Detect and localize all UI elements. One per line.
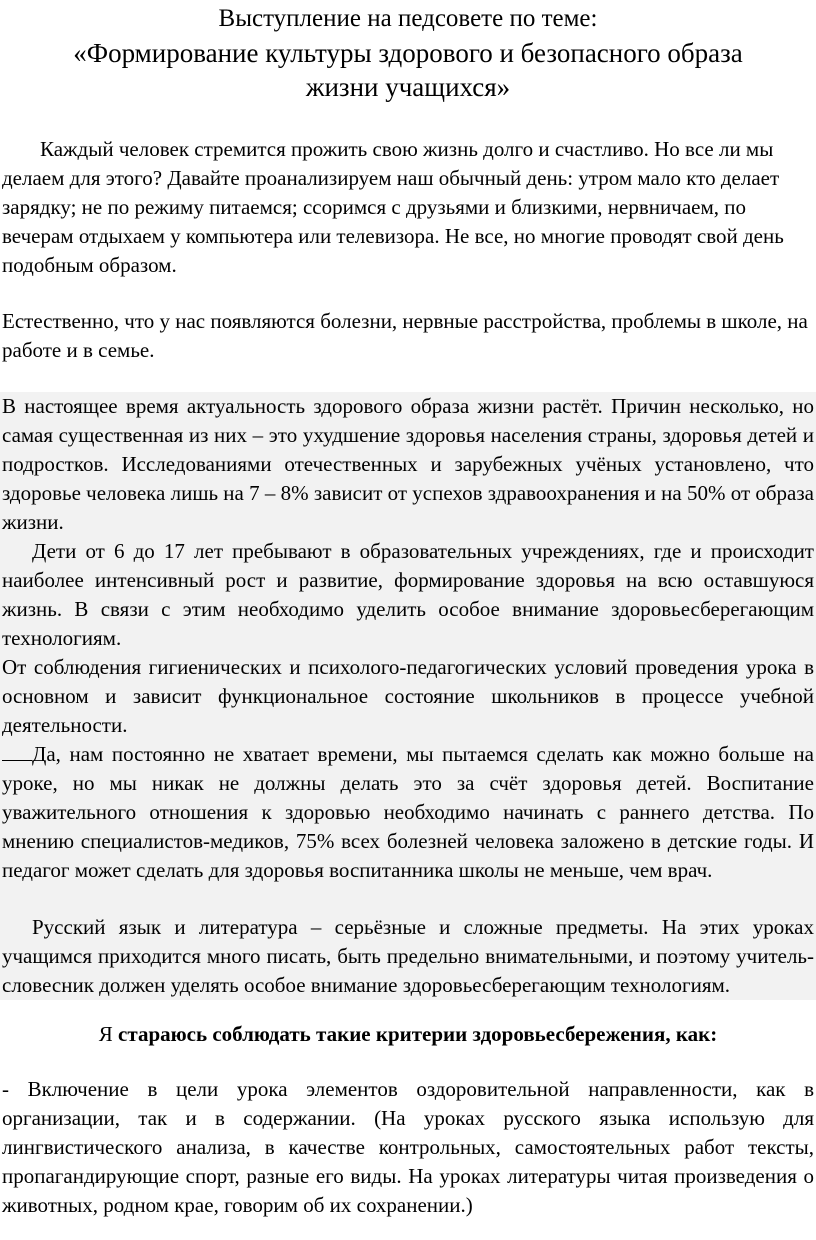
underscore-mark (2, 742, 32, 761)
blank-line (0, 1049, 816, 1075)
paragraph-time-text: Да, нам постоянно не хватает времени, мы пытаемся сделать как можно больше на уроке, но мы никак не должны делать это за счёт здоровья детей. Воспитание уважительного отношения к здоровью необходимо начинать с раннего детства. По мнению специалистов-медиков, 75% всех болезней человека заложено в детские годы. И педагог может сделать для здоровья воспитанника школы не меньше, чем врач. (2, 742, 814, 882)
criteria-heading-bold: стараюсь соблюдать такие критерии здоровьесбережения, как: (118, 1022, 718, 1046)
blank-line (0, 885, 816, 913)
title-line-1: Выступление на педсовете по теме: (218, 5, 598, 32)
list-item-1: - Включение в цели урока элементов оздоровительной направленности, как в организации, так и в содержании. (На уроках русского языка использую для лингвистического анализа, в качестве контрольных, самостоятельных работ тексты, пропагандирующие спорт, разные его виды. На уроках литературы читая произведения о животных, родном крае, говорим об их сохранении.) (2, 1077, 814, 1217)
blank-line (0, 1000, 816, 1020)
paragraph-children: Дети от 6 до 17 лет пребывают в образовательных учреждениях, где и происходит наиболее интенсивный рост и развитие, формирование здоровья на всю оставшуюся жизнь. В связи с этим необходимо уделить особое внимание здоровьесберегающим технологиям. (2, 539, 814, 650)
paragraph-relevance: В настоящее время актуальность здорового образа жизни растёт. Причин несколько, но самая существенная из них – это ухудшение здоровья населения страны, здоровья детей и подростков. Исследованиями отечественных и зарубежных учёных установлено, что здоровье человека лишь на 7 – 8% зависит от успехов здравоохранения и на 50% от образа жизни. (2, 394, 814, 534)
paragraph-consequences: Естественно, что у нас появляются болезни, нервные расстройства, проблемы в школе, на работе и в семье. (2, 309, 808, 362)
criteria-heading-prefix: Я (98, 1022, 119, 1046)
paragraph-intro: Каждый человек стремится прожить свою жизнь долго и счастливо. Но все ли мы делаем для этого? Давайте проанализируем наш обычный день: утром мало кто делает зарядку; не по режиму питаемся; ссоримся с друзьями и близкими, нервничаем, по вечерам отдыхаем у компьютера или телевизора. Не все, но многие проводят свой день подобным образом. (2, 137, 784, 277)
blank-line (0, 365, 816, 392)
criteria-heading (0, 1020, 816, 1049)
spacer (0, 104, 816, 135)
paragraph-time (0, 740, 816, 885)
paragraph-russian: Русский язык и литература – серьёзные и сложные предметы. На этих уроках учащимся приходится много писать, быть предельно внимательными, и поэтому учитель-словесник должен уделять особое внимание здоровьесберегающим технологиям. (2, 915, 814, 997)
title-line-3: жизни учащихся» (305, 72, 511, 102)
title-line-2: «Формирование культуры здорового и безопасного образа (73, 38, 743, 68)
shaded-block (0, 392, 816, 1000)
paragraph-hygiene: От соблюдения гигиенических и психолого-педагогических условий проведения урока в основном и зависит функциональное состояние школьников в процессе учебной деятельности. (2, 655, 814, 737)
blank-line (0, 280, 816, 307)
